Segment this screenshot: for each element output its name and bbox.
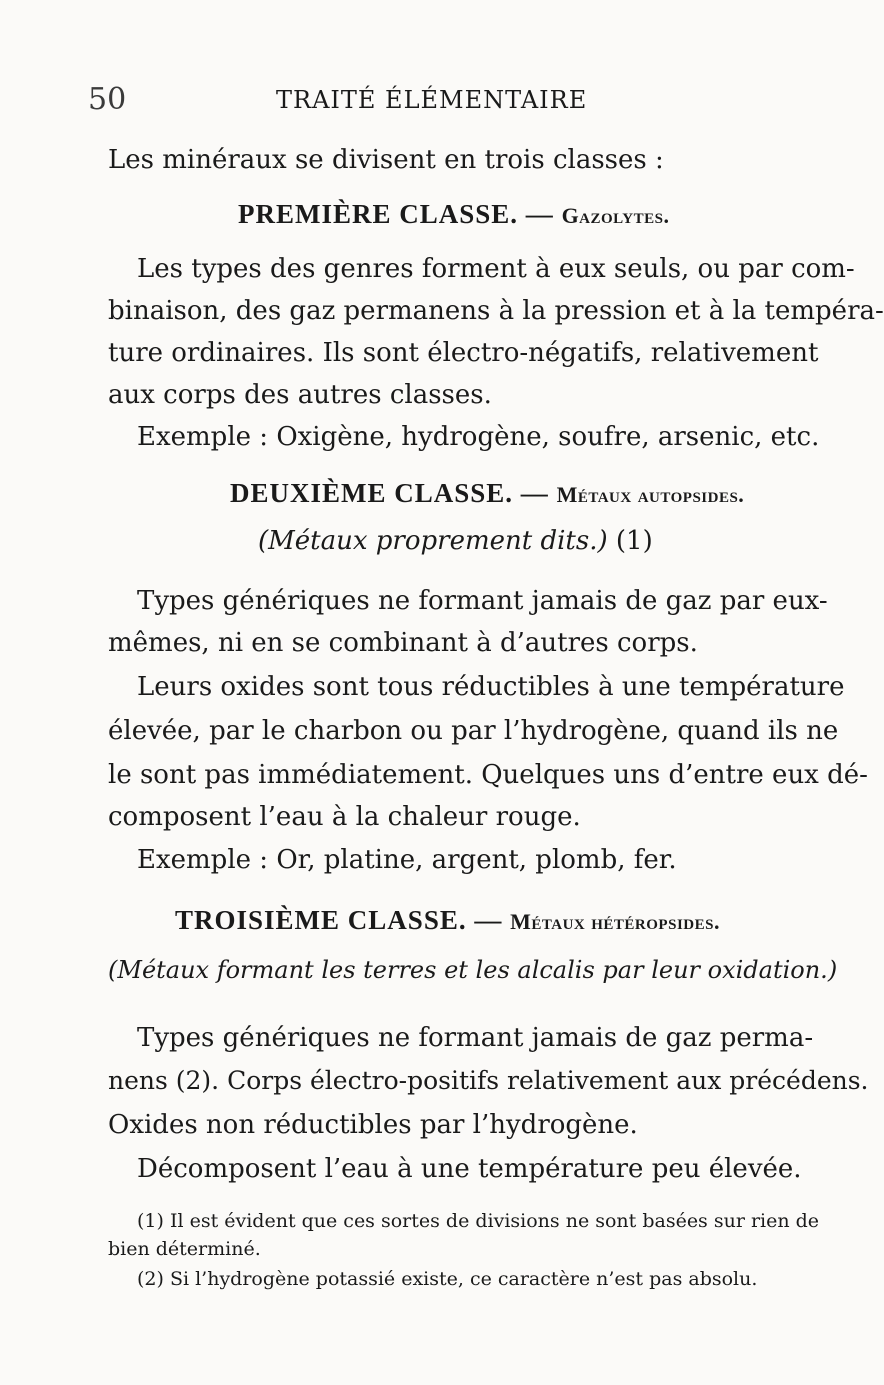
footnote-1: (1) Il est évident que ces sortes de divisions ne sont basées sur rien de bbox=[137, 1210, 820, 1232]
class2-line-4: élevée, par le charbon ou par l’hydrogène, quand ils ne bbox=[108, 716, 839, 746]
running-title: TRAITÉ ÉLÉMENTAIRE bbox=[276, 86, 588, 114]
class3-line-4: Décomposent l’eau à une température peu élevée. bbox=[137, 1154, 802, 1184]
class1-title: PREMIÈRE CLASSE. — bbox=[238, 199, 554, 229]
class1-line-1: Les types des genres forment à eux seuls, ou par com- bbox=[137, 254, 855, 284]
class1-heading bbox=[238, 199, 670, 230]
class2-italic-note: (Métaux proprement dits.) bbox=[258, 526, 608, 556]
class3-line-1: Types génériques ne formant jamais de gaz perma- bbox=[137, 1023, 814, 1053]
footnote-2: (2) Si l’hydrogène potassié existe, ce caractère n’est pas absolu. bbox=[137, 1268, 758, 1290]
class3-heading bbox=[175, 905, 720, 936]
class2-line-3: Leurs oxides sont tous réductibles à une température bbox=[137, 672, 845, 702]
class3-subtitle: Métaux hétéropsides. bbox=[510, 909, 720, 934]
class1-subtitle: Gazolytes. bbox=[561, 203, 670, 228]
class1-line-2: binaison, des gaz permanens à la pression et à la tempéra- bbox=[108, 296, 884, 326]
class3-italic-note: (Métaux formant les terres et les alcalis par leur oxidation.) bbox=[108, 956, 838, 984]
intro-line: Les minéraux se divisent en trois classes : bbox=[108, 145, 664, 175]
class2-note bbox=[258, 526, 653, 556]
class3-title: TROISIÈME CLASSE. — bbox=[175, 905, 503, 935]
class1-line-3: ture ordinaires. Ils sont électro-négatifs, relativement bbox=[108, 338, 819, 368]
class2-line-1: Types génériques ne formant jamais de gaz par eux- bbox=[137, 586, 828, 616]
class1-line-4: aux corps des autres classes. bbox=[108, 380, 492, 410]
page-number: 50 bbox=[88, 82, 127, 117]
class2-line-7: Exemple : Or, platine, argent, plomb, fer. bbox=[137, 845, 677, 875]
class2-line-5: le sont pas immédiatement. Quelques uns d’entre eux dé- bbox=[108, 760, 868, 790]
class2-note-ref: (1) bbox=[615, 526, 653, 556]
footnote-1-continued: bien déterminé. bbox=[108, 1238, 261, 1260]
class3-line-3: Oxides non réductibles par l’hydrogène. bbox=[108, 1110, 638, 1140]
class1-line-5: Exemple : Oxigène, hydrogène, soufre, arsenic, etc. bbox=[137, 422, 820, 452]
class2-subtitle: Métaux autopsides. bbox=[556, 482, 745, 507]
class2-heading bbox=[230, 478, 744, 509]
class2-title: DEUXIÈME CLASSE. — bbox=[230, 478, 549, 508]
class2-line-2: mêmes, ni en se combinant à d’autres corps. bbox=[108, 628, 698, 658]
class3-line-2: nens (2). Corps électro-positifs relativement aux précédens. bbox=[108, 1066, 869, 1095]
class2-line-6: composent l’eau à la chaleur rouge. bbox=[108, 802, 581, 832]
